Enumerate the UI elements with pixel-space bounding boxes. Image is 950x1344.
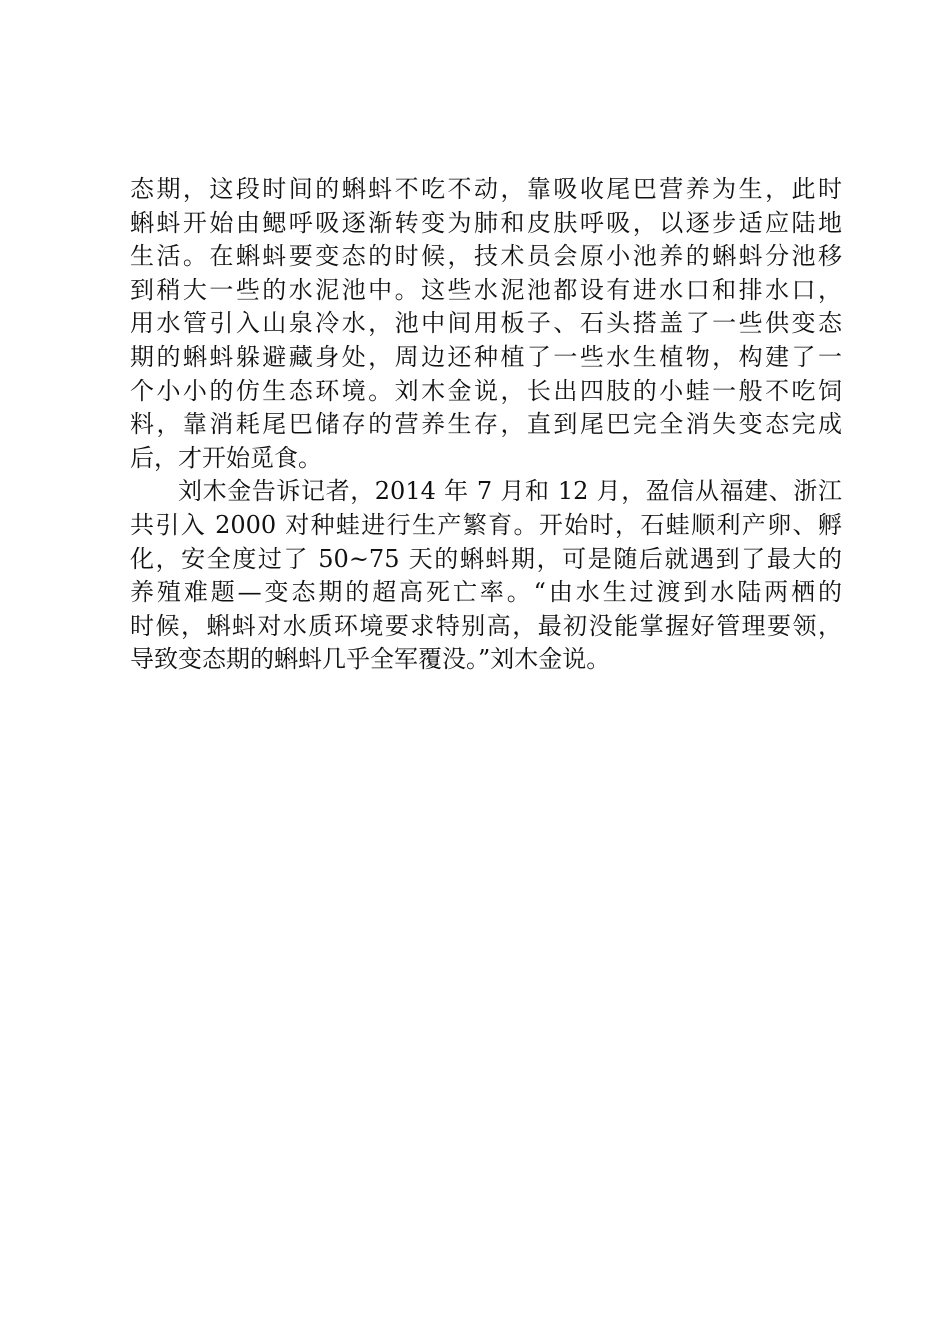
text-line: 蝌蚪开始由鳃呼吸逐渐转变为肺和皮肤呼吸，以逐步适应陆地 (130, 208, 842, 237)
text-line: 用水管引入山泉冷水，池中间用板子、石头搭盖了一些供变态 (130, 309, 842, 338)
text-line: 到稍大一些的水泥池中。这些水泥池都设有进水口和排水口， (130, 275, 842, 304)
text-line: 态期，这段时间的蝌蚪不吃不动，靠吸收尾巴营养为生，此时 (130, 175, 842, 203)
text-line: 化，安全度过了 50~75 天的蝌蚪期，可是随后就遇到了最大的 (130, 544, 842, 573)
text-line: 后，才开始觅食。 (130, 443, 322, 472)
paragraph-2 (130, 475, 842, 677)
text-line: 养殖难题—变态期的超高死亡率。“由水生过渡到水陆两栖的 (130, 578, 842, 607)
text-line: 个小小的仿生态环境。刘木金说，长出四肢的小蛙一般不吃饲 (130, 376, 842, 405)
body-text (130, 173, 842, 677)
text-line: 时候，蝌蚪对水质环境要求特别高，最初没能掌握好管理要领， (130, 611, 842, 640)
text-line: 料，靠消耗尾巴储存的营养生存，直到尾巴完全消失变态完成 (130, 410, 842, 439)
text-line: 共引入 2000 对种蛙进行生产繁育。开始时，石蛙顺利产卵、孵 (130, 510, 842, 539)
paragraph-1 (130, 173, 842, 475)
text-line: 导致变态期的蝌蚪几乎全军覆没。”刘木金说。 (130, 645, 611, 674)
text-line: 刘木金告诉记者，2014 年 7 月和 12 月，盈信从福建、浙江 (178, 477, 842, 506)
text-line: 生活。在蝌蚪要变态的时候，技术员会原小池养的蝌蚪分池移 (130, 242, 842, 271)
text-line: 期的蝌蚪躲避藏身处，周边还种植了一些水生植物，构建了一 (130, 342, 842, 371)
